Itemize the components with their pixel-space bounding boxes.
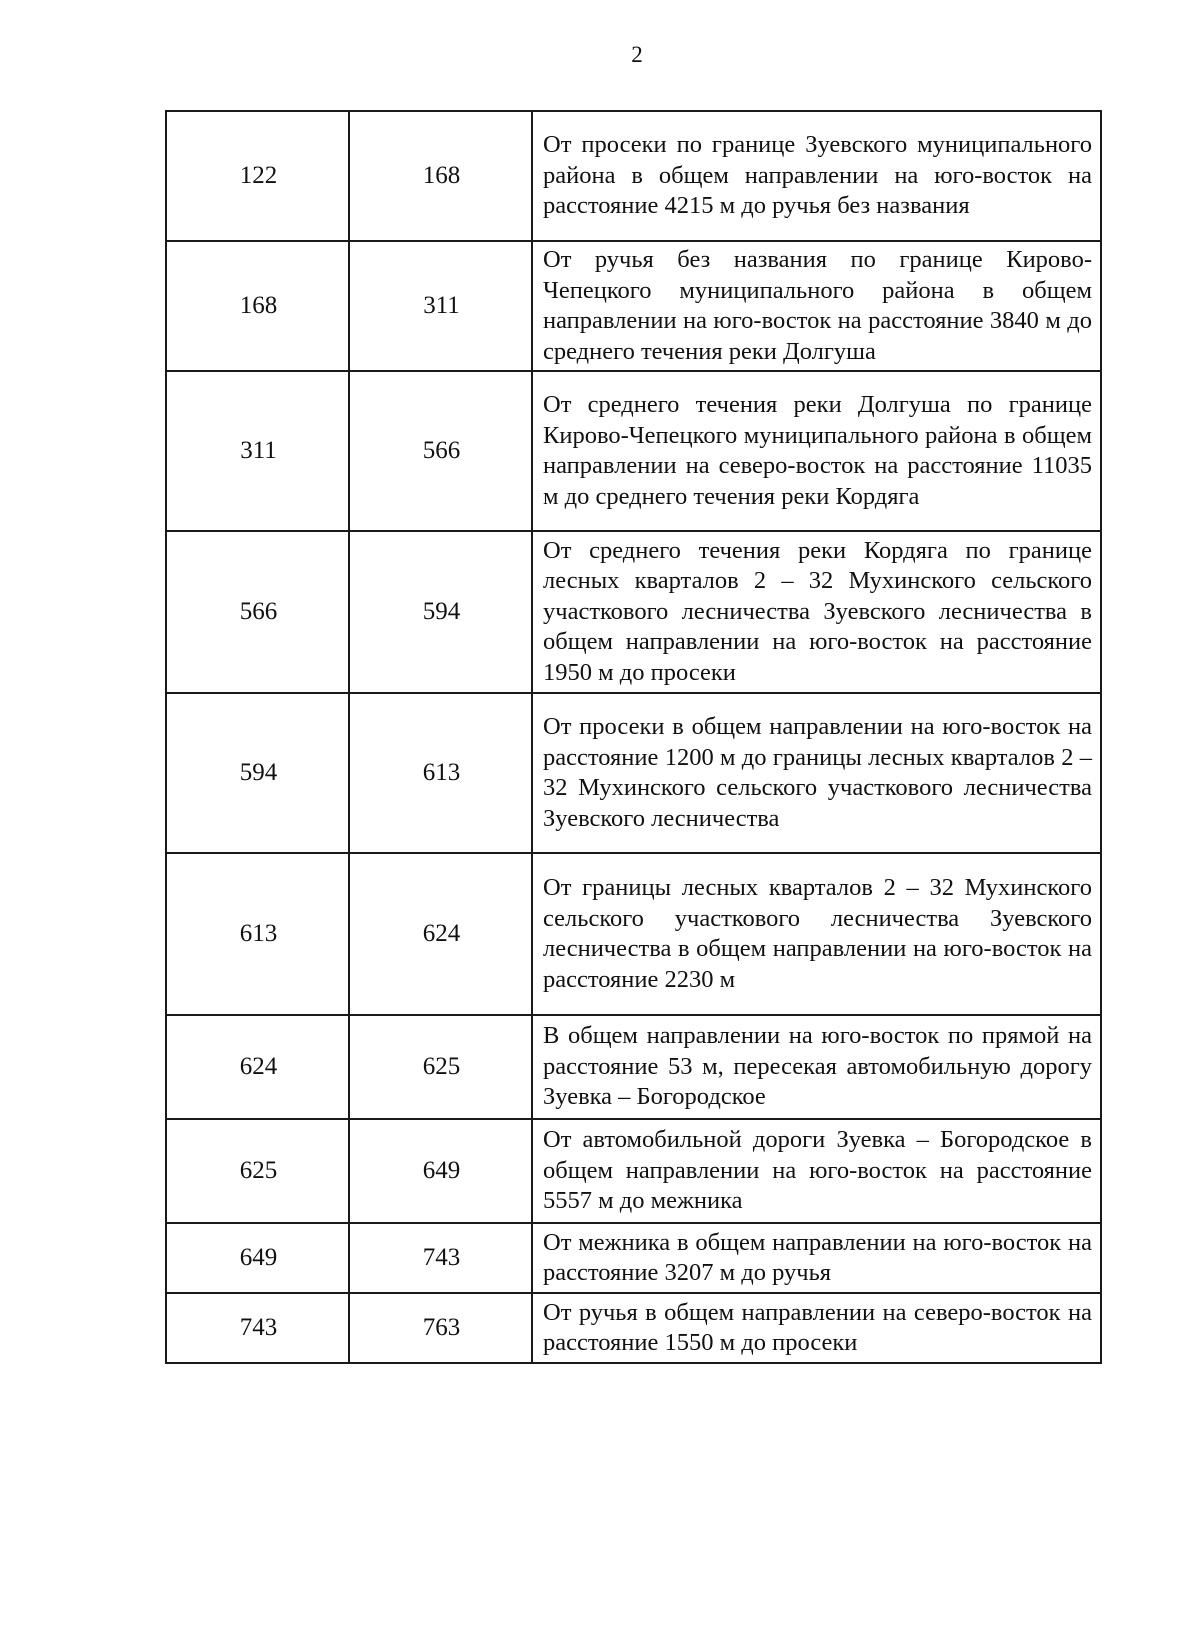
to-point-cell: 566 (349, 371, 532, 531)
description-cell: От среднего течения реки Долгуша по границе Кирово-Чепецкого муниципального района в общем направлении на северо-восток на расстояние 11035 м до среднего течения реки Кордяга (532, 371, 1101, 531)
table-row (166, 371, 1101, 531)
to-point-cell: 168 (349, 111, 532, 241)
description-cell: От межника в общем направлении на юго-восток на расстояние 3207 м до ручья (532, 1223, 1101, 1293)
boundary-description-table (165, 110, 1102, 1364)
table-row (166, 1293, 1101, 1363)
description-cell: От ручья без названия по границе Кирово-Чепецкого муниципального района в общем направлении на юго-восток на расстояние 3840 м до среднего течения реки Долгуша (532, 241, 1101, 371)
table-row (166, 1015, 1101, 1119)
description-cell: В общем направлении на юго-восток по прямой на расстояние 53 м, пересекая автомобильную дорогу Зуевка – Богородское (532, 1015, 1101, 1119)
from-point-cell: 625 (166, 1119, 349, 1223)
from-point-cell: 613 (166, 853, 349, 1015)
to-point-cell: 311 (349, 241, 532, 371)
table-row (166, 1223, 1101, 1293)
to-point-cell: 613 (349, 693, 532, 853)
table-row (166, 531, 1101, 693)
table-row (166, 693, 1101, 853)
description-cell: От среднего течения реки Кордяга по границе лесных кварталов 2 – 32 Мухинского сельского участкового лесничества Зуевского лесничества в общем направлении на юго-восток на расстояние 1950 м до просеки (532, 531, 1101, 693)
description-cell: От просеки в общем направлении на юго-восток на расстояние 1200 м до границы лесных кварталов 2 – 32 Мухинского сельского участкового лесничества Зуевского лесничества (532, 693, 1101, 853)
description-cell: От границы лесных кварталов 2 – 32 Мухинского сельского участкового лесничества Зуевского лесничества в общем направлении на юго-восток на расстояние 2230 м (532, 853, 1101, 1015)
from-point-cell: 624 (166, 1015, 349, 1119)
table-row (166, 1119, 1101, 1223)
to-point-cell: 763 (349, 1293, 532, 1363)
page-number: 2 (631, 42, 643, 67)
to-point-cell: 625 (349, 1015, 532, 1119)
table-row (166, 241, 1101, 371)
from-point-cell: 649 (166, 1223, 349, 1293)
to-point-cell: 743 (349, 1223, 532, 1293)
table-row (166, 111, 1101, 241)
table-row (166, 853, 1101, 1015)
from-point-cell: 566 (166, 531, 349, 693)
description-cell: От автомобильной дороги Зуевка – Богородское в общем направлении на юго-восток на расстояние 5557 м до межника (532, 1119, 1101, 1223)
to-point-cell: 649 (349, 1119, 532, 1223)
from-point-cell: 311 (166, 371, 349, 531)
from-point-cell: 122 (166, 111, 349, 241)
to-point-cell: 594 (349, 531, 532, 693)
from-point-cell: 168 (166, 241, 349, 371)
from-point-cell: 743 (166, 1293, 349, 1363)
description-cell: От просеки по границе Зуевского муниципального района в общем направлении на юго-восток на расстояние 4215 м до ручья без названия (532, 111, 1101, 241)
to-point-cell: 624 (349, 853, 532, 1015)
description-cell: От ручья в общем направлении на северо-восток на расстояние 1550 м до просеки (532, 1293, 1101, 1363)
from-point-cell: 594 (166, 693, 349, 853)
